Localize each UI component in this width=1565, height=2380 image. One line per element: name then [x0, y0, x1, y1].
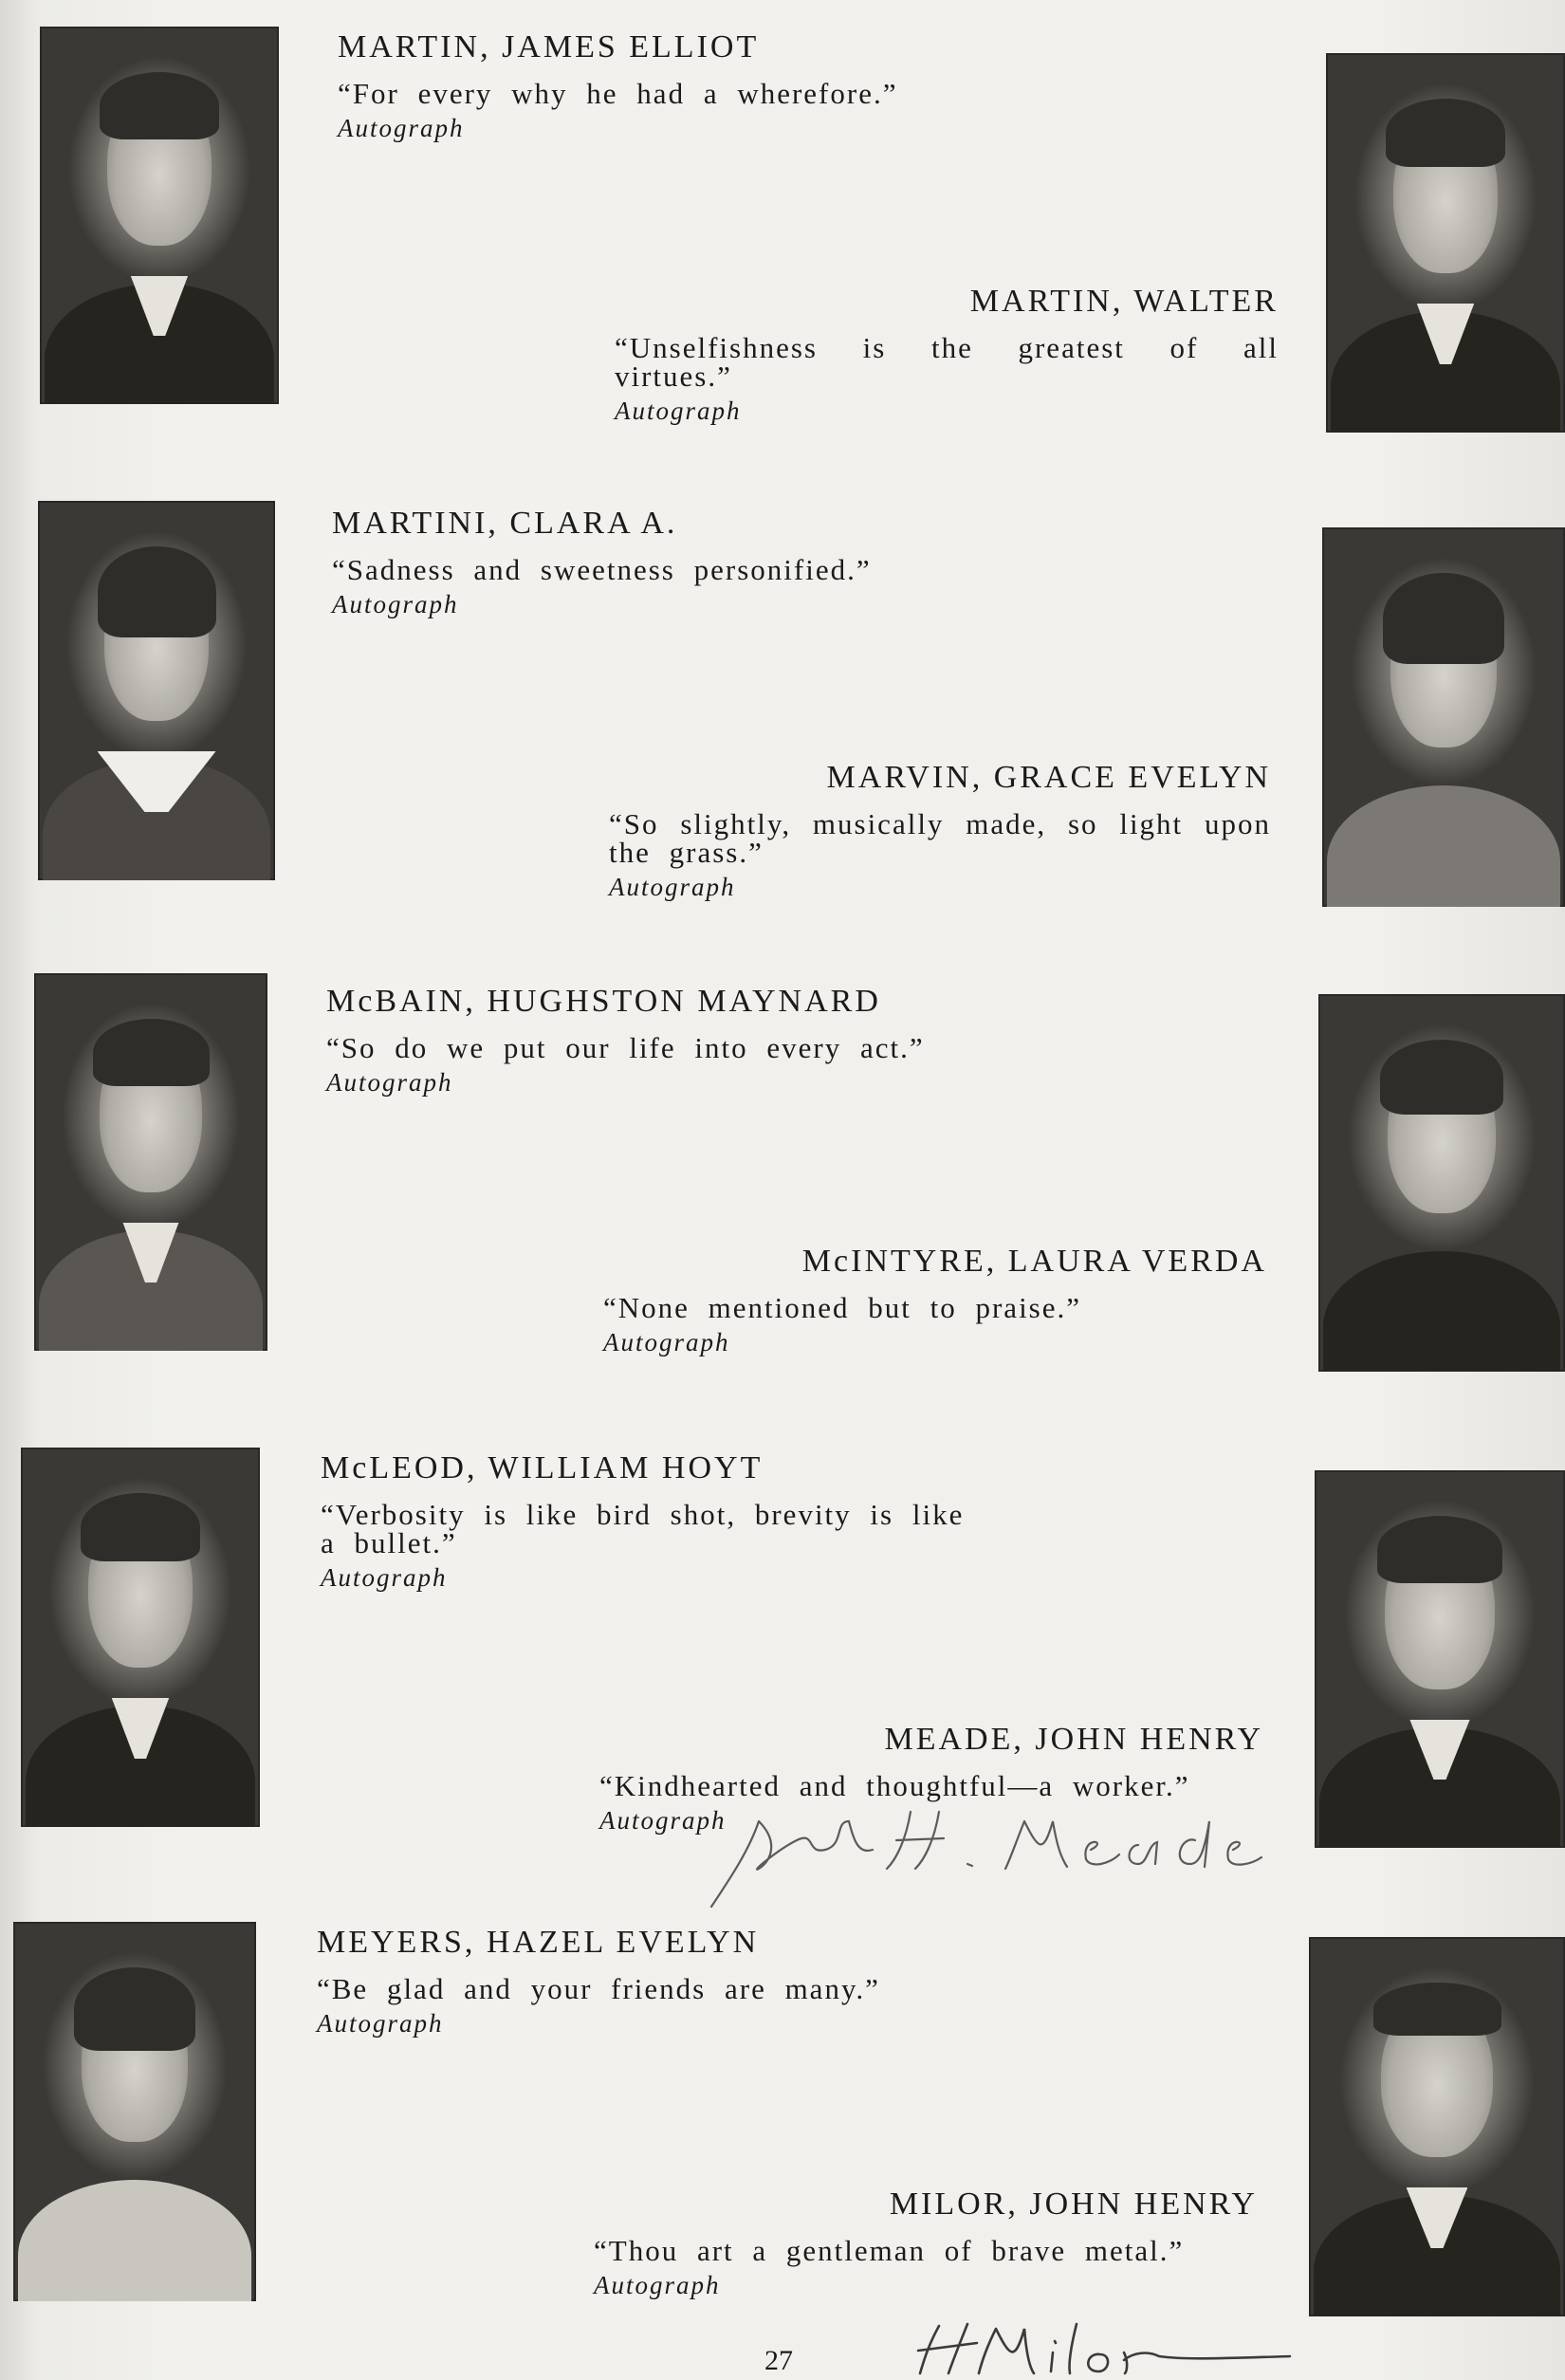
student-entry [321, 1449, 985, 1592]
student-entry [317, 1924, 981, 2038]
student-entry [615, 283, 1279, 425]
portrait-martini-clara [38, 501, 275, 880]
portrait-meade-john-henry [1315, 1470, 1565, 1848]
student-entry [338, 28, 1021, 142]
student-name: MILOR, JOHN HENRY [889, 2186, 1258, 2222]
portrait-meyers-hazel-evelyn [13, 1922, 256, 2301]
student-entry [594, 2186, 1258, 2299]
portrait-mcintyre-laura-verda [1318, 994, 1565, 1372]
student-quote: “So slightly, musically made, so light upon the grass.” [609, 807, 1271, 869]
student-quote: “Thou art a gentleman of brave metal.” [594, 2234, 1185, 2267]
portrait-mcbain-hughston-maynard [34, 973, 267, 1351]
autograph-label: Autograph [609, 873, 736, 901]
portrait-martin-james-elliot [40, 27, 279, 404]
autograph-label: Autograph [326, 1068, 453, 1097]
student-quote: “None mentioned but to praise.” [603, 1291, 1082, 1324]
portrait-martin-walter [1326, 53, 1565, 433]
student-quote: “Unselfishness is the greatest of all virtues.” [615, 331, 1279, 393]
student-quote: “So do we put our life into every act.” [326, 1031, 925, 1064]
signature-milor [911, 2315, 1309, 2380]
student-name: MARVIN, GRACE EVELYN [826, 760, 1271, 795]
autograph-label: Autograph [317, 2009, 444, 2038]
student-entry [332, 505, 1015, 618]
student-name: McBAIN, HUGHSTON MAYNARD [326, 984, 881, 1019]
student-entry [609, 759, 1271, 901]
portrait-mcleod-william-hoyt [21, 1448, 260, 1827]
student-name: MARTIN, WALTER [969, 284, 1279, 319]
page-number: 27 [764, 2345, 793, 2376]
portrait-milor-john-henry [1309, 1937, 1565, 2316]
student-name: MEYERS, HAZEL EVELYN [317, 1925, 760, 1960]
student-name: MARTINI, CLARA A. [332, 506, 678, 541]
student-name: McINTYRE, LAURA VERDA [801, 1244, 1267, 1279]
student-name: MARTIN, JAMES ELLIOT [338, 29, 760, 65]
student-name: McLEOD, WILLIAM HOYT [321, 1450, 764, 1485]
signature-meade [692, 1783, 1280, 1926]
autograph-label: Autograph [603, 1328, 730, 1356]
autograph-label: Autograph [615, 397, 742, 425]
autograph-label: Autograph [594, 2271, 721, 2299]
student-quote: “Sadness and sweetness personified.” [332, 553, 872, 586]
student-entry [326, 983, 1028, 1097]
autograph-label: Autograph [332, 590, 459, 618]
student-quote: “Kindhearted and thoughtful—a worker.” [599, 1769, 1190, 1802]
student-quote: “Verbosity is like bird shot, brevity is like a bullet.” [321, 1498, 965, 1559]
student-quote: “For every why he had a wherefore.” [338, 77, 898, 110]
portrait-marvin-grace-evelyn [1322, 527, 1565, 907]
student-entry [603, 1243, 1267, 1356]
student-name: MEADE, JOHN HENRY [884, 1722, 1263, 1757]
autograph-label: Autograph [338, 114, 465, 142]
autograph-label: Autograph [599, 1806, 727, 1835]
autograph-label: Autograph [321, 1563, 448, 1592]
student-quote: “Be glad and your friends are many.” [317, 1972, 880, 2005]
